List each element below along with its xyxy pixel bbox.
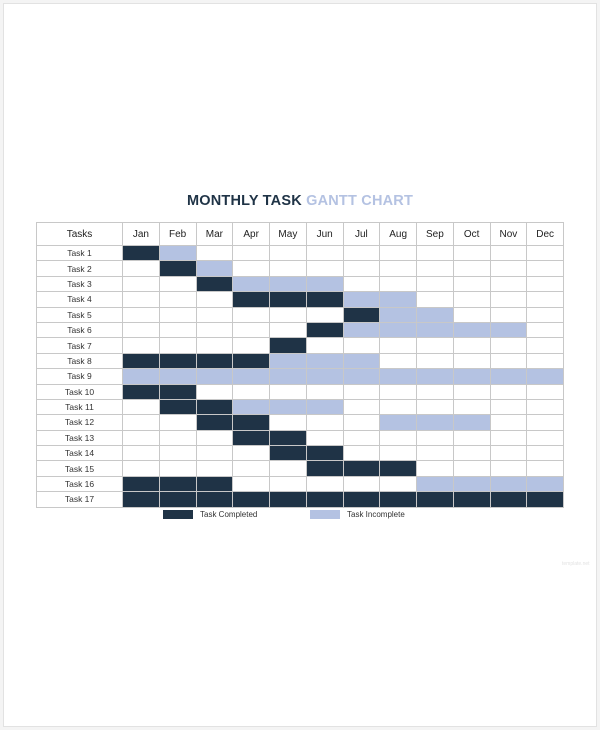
gantt-cell-completed xyxy=(159,399,196,414)
gantt-cell-empty xyxy=(159,322,196,337)
gantt-cell-empty xyxy=(527,384,564,399)
gantt-cell-incomplete xyxy=(306,276,343,291)
gantt-cell-completed xyxy=(343,307,380,322)
gantt-cell-empty xyxy=(343,476,380,491)
gantt-cell-empty xyxy=(490,292,527,307)
gantt-cell-empty xyxy=(123,292,160,307)
gantt-cell-incomplete xyxy=(123,369,160,384)
gantt-cell-empty xyxy=(490,430,527,445)
task-label: Task 15 xyxy=(37,461,123,476)
gantt-cell-empty xyxy=(159,430,196,445)
gantt-cell-incomplete xyxy=(417,322,454,337)
gantt-cell-completed xyxy=(123,246,160,261)
task-label: Task 8 xyxy=(37,353,123,368)
gantt-cell-empty xyxy=(417,430,454,445)
gantt-cell-empty xyxy=(343,430,380,445)
gantt-cell-empty xyxy=(270,476,307,491)
gantt-cell-empty xyxy=(417,246,454,261)
gantt-cell-incomplete xyxy=(270,369,307,384)
task-label: Task 13 xyxy=(37,430,123,445)
month-header-sep: Sep xyxy=(417,223,454,246)
gantt-cell-incomplete xyxy=(453,369,490,384)
gantt-cell-incomplete xyxy=(306,353,343,368)
gantt-cell-incomplete xyxy=(380,369,417,384)
gantt-cell-empty xyxy=(306,261,343,276)
gantt-cell-empty xyxy=(343,276,380,291)
gantt-cell-incomplete xyxy=(527,369,564,384)
task-label: Task 17 xyxy=(37,492,123,507)
gantt-cell-incomplete xyxy=(306,399,343,414)
gantt-cell-empty xyxy=(159,415,196,430)
gantt-cell-completed xyxy=(196,399,233,414)
gantt-cell-empty xyxy=(380,338,417,353)
gantt-cell-incomplete xyxy=(233,399,270,414)
gantt-cell-empty xyxy=(233,261,270,276)
gantt-cell-empty xyxy=(380,446,417,461)
task-label: Task 11 xyxy=(37,399,123,414)
gantt-cell-empty xyxy=(270,384,307,399)
task-row xyxy=(37,338,564,353)
gantt-cell-empty xyxy=(233,476,270,491)
gantt-cell-incomplete xyxy=(343,353,380,368)
task-label: Task 7 xyxy=(37,338,123,353)
gantt-cell-completed xyxy=(270,492,307,507)
task-label: Task 6 xyxy=(37,322,123,337)
gantt-cell-incomplete xyxy=(490,322,527,337)
month-header-jan: Jan xyxy=(123,223,160,246)
task-row xyxy=(37,492,564,507)
gantt-cell-empty xyxy=(417,276,454,291)
gantt-cell-completed xyxy=(123,353,160,368)
gantt-cell-incomplete xyxy=(380,292,417,307)
gantt-cell-empty xyxy=(453,246,490,261)
gantt-cell-empty xyxy=(123,461,160,476)
gantt-cell-empty xyxy=(417,353,454,368)
gantt-cell-incomplete xyxy=(196,261,233,276)
task-row xyxy=(37,307,564,322)
gantt-cell-empty xyxy=(123,399,160,414)
gantt-cell-empty xyxy=(417,338,454,353)
gantt-cell-completed xyxy=(270,292,307,307)
gantt-cell-completed xyxy=(233,430,270,445)
gantt-cell-empty xyxy=(490,384,527,399)
gantt-cell-empty xyxy=(196,246,233,261)
gantt-cell-empty xyxy=(196,384,233,399)
month-header-apr: Apr xyxy=(233,223,270,246)
gantt-cell-incomplete xyxy=(159,246,196,261)
task-row xyxy=(37,430,564,445)
gantt-cell-empty xyxy=(343,261,380,276)
gantt-cell-empty xyxy=(527,461,564,476)
task-row xyxy=(37,276,564,291)
gantt-cell-empty xyxy=(159,307,196,322)
gantt-cell-empty xyxy=(306,415,343,430)
gantt-cell-incomplete xyxy=(343,369,380,384)
month-header-aug: Aug xyxy=(380,223,417,246)
gantt-cell-completed xyxy=(270,338,307,353)
gantt-cell-completed xyxy=(233,492,270,507)
gantt-cell-empty xyxy=(417,384,454,399)
gantt-cell-incomplete xyxy=(417,415,454,430)
gantt-cell-incomplete xyxy=(270,276,307,291)
gantt-cell-completed xyxy=(417,492,454,507)
gantt-cell-empty xyxy=(527,276,564,291)
gantt-cell-incomplete xyxy=(527,476,564,491)
gantt-cell-empty xyxy=(123,322,160,337)
gantt-cell-incomplete xyxy=(417,307,454,322)
gantt-cell-empty xyxy=(453,353,490,368)
gantt-cell-empty xyxy=(306,430,343,445)
gantt-cell-empty xyxy=(270,322,307,337)
gantt-cell-empty xyxy=(380,353,417,368)
gantt-cell-completed xyxy=(196,415,233,430)
task-row xyxy=(37,261,564,276)
gantt-cell-empty xyxy=(159,461,196,476)
gantt-cell-completed xyxy=(343,492,380,507)
gantt-cell-empty xyxy=(196,338,233,353)
task-row xyxy=(37,399,564,414)
month-header-dec: Dec xyxy=(527,223,564,246)
gantt-cell-completed xyxy=(270,430,307,445)
gantt-cell-completed xyxy=(196,492,233,507)
gantt-cell-empty xyxy=(123,307,160,322)
month-header-jun: Jun xyxy=(306,223,343,246)
gantt-cell-completed xyxy=(453,492,490,507)
gantt-cell-empty xyxy=(417,399,454,414)
gantt-cell-empty xyxy=(233,446,270,461)
task-row xyxy=(37,415,564,430)
gantt-cell-completed xyxy=(159,353,196,368)
gantt-cell-incomplete xyxy=(417,476,454,491)
legend-incomplete-label: Task Incomplete xyxy=(347,510,405,519)
gantt-cell-incomplete xyxy=(270,353,307,368)
gantt-cell-empty xyxy=(380,246,417,261)
gantt-cell-empty xyxy=(453,338,490,353)
task-label: Task 16 xyxy=(37,476,123,491)
gantt-cell-completed xyxy=(233,353,270,368)
gantt-cell-incomplete xyxy=(490,476,527,491)
gantt-cell-incomplete xyxy=(417,369,454,384)
gantt-cell-completed xyxy=(306,292,343,307)
watermark: template.net xyxy=(562,561,590,567)
gantt-cell-incomplete xyxy=(233,276,270,291)
gantt-cell-empty xyxy=(123,276,160,291)
gantt-cell-empty xyxy=(527,261,564,276)
task-row xyxy=(37,369,564,384)
task-row xyxy=(37,384,564,399)
gantt-cell-empty xyxy=(527,353,564,368)
task-label: Task 9 xyxy=(37,369,123,384)
gantt-cell-empty xyxy=(306,246,343,261)
gantt-cell-empty xyxy=(343,338,380,353)
chart-title xyxy=(0,193,600,209)
gantt-cell-incomplete xyxy=(343,292,380,307)
gantt-cell-empty xyxy=(270,261,307,276)
gantt-cell-empty xyxy=(490,446,527,461)
task-label: Task 10 xyxy=(37,384,123,399)
gantt-cell-empty xyxy=(527,322,564,337)
gantt-cell-empty xyxy=(490,276,527,291)
gantt-cell-incomplete xyxy=(270,399,307,414)
gantt-table xyxy=(36,222,564,508)
gantt-header-row xyxy=(37,223,564,246)
gantt-cell-completed xyxy=(159,476,196,491)
gantt-cell-empty xyxy=(123,415,160,430)
gantt-cell-empty xyxy=(417,446,454,461)
gantt-cell-incomplete xyxy=(306,369,343,384)
gantt-cell-completed xyxy=(159,384,196,399)
gantt-cell-empty xyxy=(123,261,160,276)
month-header-may: May xyxy=(270,223,307,246)
gantt-cell-completed xyxy=(233,292,270,307)
gantt-cell-empty xyxy=(233,461,270,476)
gantt-cell-completed xyxy=(196,353,233,368)
gantt-cell-empty xyxy=(343,415,380,430)
gantt-cell-empty xyxy=(417,292,454,307)
gantt-cell-incomplete xyxy=(380,307,417,322)
gantt-cell-completed xyxy=(306,322,343,337)
tasks-column-header: Tasks xyxy=(37,223,123,246)
gantt-cell-empty xyxy=(380,384,417,399)
gantt-cell-completed xyxy=(159,261,196,276)
gantt-cell-empty xyxy=(233,384,270,399)
gantt-cell-empty xyxy=(490,246,527,261)
gantt-cell-empty xyxy=(527,246,564,261)
gantt-cell-completed xyxy=(343,461,380,476)
gantt-cell-empty xyxy=(527,399,564,414)
gantt-cell-empty xyxy=(306,384,343,399)
month-header-mar: Mar xyxy=(196,223,233,246)
gantt-cell-incomplete xyxy=(380,322,417,337)
gantt-cell-incomplete xyxy=(380,415,417,430)
task-label: Task 3 xyxy=(37,276,123,291)
gantt-cell-empty xyxy=(490,461,527,476)
gantt-cell-empty xyxy=(453,307,490,322)
gantt-cell-empty xyxy=(196,292,233,307)
gantt-cell-empty xyxy=(233,246,270,261)
gantt-cell-incomplete xyxy=(233,369,270,384)
gantt-cell-incomplete xyxy=(343,322,380,337)
gantt-cell-empty xyxy=(196,461,233,476)
gantt-cell-completed xyxy=(490,492,527,507)
gantt-cell-completed xyxy=(527,492,564,507)
gantt-cell-empty xyxy=(196,307,233,322)
gantt-cell-empty xyxy=(490,399,527,414)
task-row xyxy=(37,353,564,368)
gantt-cell-empty xyxy=(233,338,270,353)
task-label: Task 12 xyxy=(37,415,123,430)
gantt-cell-empty xyxy=(343,399,380,414)
task-label: Task 2 xyxy=(37,261,123,276)
gantt-cell-empty xyxy=(527,430,564,445)
gantt-cell-empty xyxy=(453,261,490,276)
task-row xyxy=(37,322,564,337)
month-header-jul: Jul xyxy=(343,223,380,246)
gantt-cell-empty xyxy=(196,446,233,461)
legend-completed-swatch xyxy=(163,510,193,519)
gantt-cell-empty xyxy=(159,338,196,353)
gantt-cell-completed xyxy=(123,492,160,507)
gantt-cell-empty xyxy=(527,338,564,353)
gantt-cell-empty xyxy=(453,292,490,307)
task-row xyxy=(37,461,564,476)
gantt-cell-empty xyxy=(490,307,527,322)
gantt-cell-empty xyxy=(123,446,160,461)
gantt-cell-empty xyxy=(343,246,380,261)
gantt-cell-empty xyxy=(490,261,527,276)
title-secondary: GANTT CHART xyxy=(306,193,414,209)
gantt-cell-empty xyxy=(270,307,307,322)
gantt-cell-empty xyxy=(453,384,490,399)
gantt-cell-empty xyxy=(159,446,196,461)
gantt-cell-incomplete xyxy=(453,322,490,337)
task-label: Task 1 xyxy=(37,246,123,261)
gantt-cell-empty xyxy=(159,292,196,307)
gantt-cell-empty xyxy=(490,338,527,353)
gantt-cell-completed xyxy=(123,476,160,491)
gantt-cell-empty xyxy=(159,276,196,291)
gantt-cell-empty xyxy=(527,292,564,307)
gantt-cell-empty xyxy=(453,276,490,291)
gantt-cell-empty xyxy=(380,276,417,291)
gantt-cell-completed xyxy=(380,461,417,476)
gantt-cell-empty xyxy=(380,261,417,276)
gantt-cell-completed xyxy=(306,446,343,461)
month-header-oct: Oct xyxy=(453,223,490,246)
gantt-cell-empty xyxy=(380,399,417,414)
gantt-cell-empty xyxy=(123,338,160,353)
gantt-cell-empty xyxy=(233,307,270,322)
gantt-cell-empty xyxy=(417,261,454,276)
gantt-cell-empty xyxy=(490,415,527,430)
gantt-cell-empty xyxy=(306,307,343,322)
gantt-cell-empty xyxy=(196,430,233,445)
gantt-cell-completed xyxy=(233,415,270,430)
gantt-cell-empty xyxy=(270,461,307,476)
gantt-cell-empty xyxy=(343,384,380,399)
gantt-cell-empty xyxy=(306,338,343,353)
gantt-cell-empty xyxy=(453,430,490,445)
gantt-cell-empty xyxy=(123,430,160,445)
gantt-cell-incomplete xyxy=(159,369,196,384)
gantt-cell-empty xyxy=(233,322,270,337)
gantt-cell-empty xyxy=(527,415,564,430)
gantt-cell-completed xyxy=(196,276,233,291)
task-label: Task 4 xyxy=(37,292,123,307)
task-row xyxy=(37,476,564,491)
task-label: Task 14 xyxy=(37,446,123,461)
gantt-cell-incomplete xyxy=(196,369,233,384)
gantt-cell-empty xyxy=(306,476,343,491)
month-header-nov: Nov xyxy=(490,223,527,246)
gantt-cell-incomplete xyxy=(490,369,527,384)
gantt-cell-completed xyxy=(306,461,343,476)
gantt-cell-empty xyxy=(527,307,564,322)
gantt-cell-empty xyxy=(343,446,380,461)
title-primary: MONTHLY TASK xyxy=(186,193,302,209)
gantt-cell-empty xyxy=(527,446,564,461)
gantt-cell-completed xyxy=(159,492,196,507)
gantt-cell-completed xyxy=(196,476,233,491)
gantt-cell-completed xyxy=(306,492,343,507)
gantt-cell-empty xyxy=(453,399,490,414)
gantt-cell-empty xyxy=(270,415,307,430)
gantt-cell-completed xyxy=(123,384,160,399)
task-row xyxy=(37,246,564,261)
gantt-cell-empty xyxy=(490,353,527,368)
gantt-cell-empty xyxy=(380,430,417,445)
legend-incomplete-swatch xyxy=(310,510,340,519)
task-label: Task 5 xyxy=(37,307,123,322)
task-row xyxy=(37,446,564,461)
gantt-cell-incomplete xyxy=(453,476,490,491)
gantt-cell-completed xyxy=(380,492,417,507)
gantt-cell-empty xyxy=(196,322,233,337)
legend-completed-label: Task Completed xyxy=(200,510,258,519)
task-row xyxy=(37,292,564,307)
gantt-cell-empty xyxy=(417,461,454,476)
gantt-cell-empty xyxy=(270,246,307,261)
gantt-cell-incomplete xyxy=(453,415,490,430)
gantt-cell-empty xyxy=(453,461,490,476)
month-header-feb: Feb xyxy=(159,223,196,246)
gantt-cell-empty xyxy=(453,446,490,461)
gantt-cell-completed xyxy=(270,446,307,461)
gantt-cell-empty xyxy=(380,476,417,491)
